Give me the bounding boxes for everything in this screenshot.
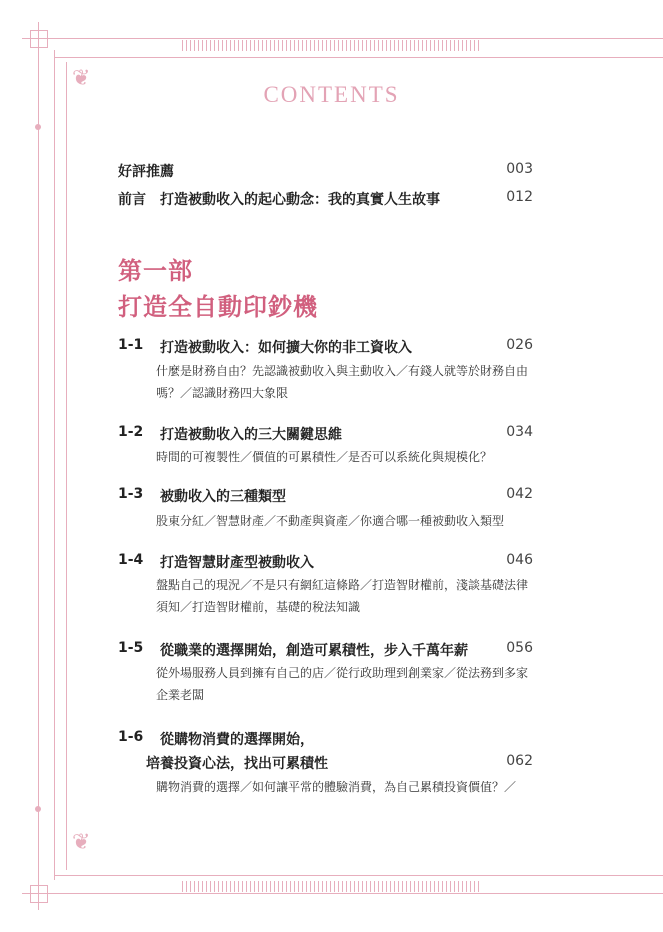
frame-line-top-inner bbox=[54, 57, 663, 58]
chapter-number: 1-4 bbox=[118, 552, 144, 568]
chapter-title: 打造被動收入：如何擴大你的非工資收入 bbox=[160, 340, 412, 356]
frame-line-left-inner2 bbox=[66, 62, 67, 870]
chapter-number: 1-2 bbox=[118, 424, 144, 440]
chapter-number: 1-5 bbox=[118, 640, 144, 656]
barcode-ornament-bottom bbox=[182, 881, 482, 892]
toc-entry-title: 前言 打造被動收入的起心動念：我的真實人生故事 bbox=[118, 192, 440, 208]
part-title: 打造全自動印鈔機 bbox=[118, 292, 318, 321]
frame-line-bottom-inner bbox=[54, 875, 663, 876]
chapter-title: 打造被動收入的三大關鍵思維 bbox=[160, 427, 342, 443]
chapter-page: 026 bbox=[506, 337, 533, 353]
toc-entry-page: 012 bbox=[506, 189, 533, 205]
toc-entry-page: 003 bbox=[506, 161, 533, 177]
chapter-page: 062 bbox=[506, 753, 533, 769]
chapter-description: 時間的可複製性／價值的可累積性／是否可以系統化與規模化？ bbox=[156, 450, 493, 464]
chapter-page: 034 bbox=[506, 424, 533, 440]
chapter-description: 什麼是財務自由？先認識被動收入與主動收入／有錢人就等於財務自由嗎？／認識財務四大象限 bbox=[156, 364, 529, 400]
chapter-number: 1-3 bbox=[118, 486, 144, 502]
page-title: CONTENTS bbox=[263, 82, 400, 107]
barcode-ornament-top bbox=[182, 40, 482, 51]
frame-dot-top bbox=[35, 124, 41, 130]
corner-flourish-icon: ❦ bbox=[72, 66, 91, 91]
frame-line-left-inner bbox=[54, 50, 55, 880]
toc-entry-title: 好評推薦 bbox=[118, 164, 174, 180]
frame-line-bottom bbox=[22, 893, 663, 894]
chapter-title: 從購物消費的選擇開始， bbox=[160, 732, 314, 748]
chapter-description: 盤點自己的現況／不是只有網紅這條路／打造智財權前，淺談基礎法律須知／打造智財權前，基礎的稅法知識 bbox=[156, 578, 529, 614]
frame-line-top bbox=[22, 38, 663, 39]
chapter-page: 042 bbox=[506, 486, 533, 502]
chapter-title: 從職業的選擇開始，創造可累積性，步入千萬年薪 bbox=[160, 643, 468, 659]
chapter-title: 被動收入的三種類型 bbox=[160, 489, 286, 505]
chapter-page: 056 bbox=[506, 640, 533, 656]
corner-square-bottom bbox=[30, 885, 48, 903]
frame-line-left-outer bbox=[38, 22, 39, 910]
chapter-description: 從外場服務人員到擁有自己的店／從行政助理到創業家／從法務到多家企業老闆 bbox=[156, 666, 529, 702]
corner-square-top bbox=[30, 30, 48, 48]
chapter-number: 1-6 bbox=[118, 729, 144, 745]
chapter-page: 046 bbox=[506, 552, 533, 568]
chapter-title: 打造智慧財產型被動收入 bbox=[160, 555, 314, 571]
chapter-title-continued: 培養投資心法，找出可累積性 bbox=[146, 756, 328, 772]
chapter-number: 1-1 bbox=[118, 337, 144, 353]
corner-flourish-icon: ❦ bbox=[72, 830, 91, 855]
frame-dot-bottom bbox=[35, 806, 41, 812]
chapter-description: 購物消費的選擇／如何讓平常的體驗消費，為自己累積投資價值？／ bbox=[156, 780, 517, 794]
part-label: 第一部 bbox=[118, 256, 193, 285]
chapter-description: 股東分紅／智慧財產／不動產與資產／你適合哪一種被動收入類型 bbox=[156, 514, 505, 528]
